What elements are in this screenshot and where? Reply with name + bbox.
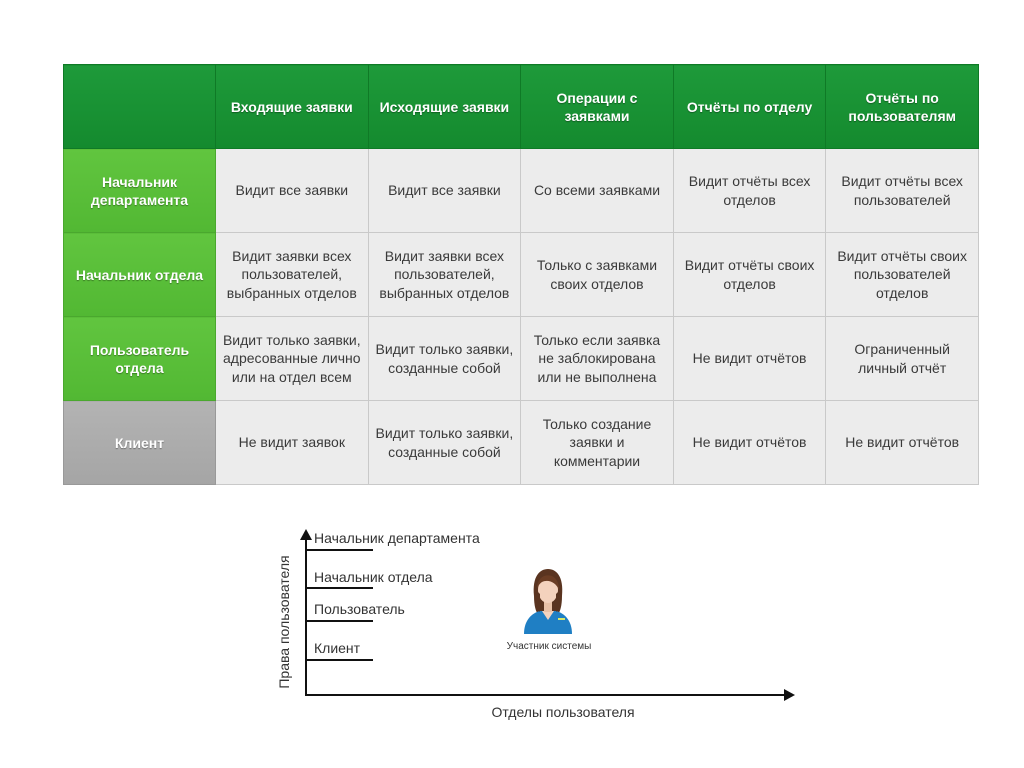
table-row: [64, 233, 979, 317]
y-axis: [305, 538, 307, 696]
level-label-dept-manager: Начальник отдела: [314, 569, 433, 585]
row-header-client: Клиент: [64, 401, 216, 485]
level-label-client: Клиент: [314, 640, 361, 656]
avatar-caption: Участник системы: [506, 641, 592, 652]
row-header-department-head: Начальник департамента: [64, 149, 216, 233]
table-cell: Ограниченный личный отчёт: [826, 317, 979, 401]
row-header-dept-manager: Начальник отдела: [64, 233, 216, 317]
column-header-incoming: Входящие заявки: [216, 65, 369, 149]
x-axis-label: Отделы пользователя: [491, 704, 635, 720]
level-line-dept-manager: [307, 587, 373, 589]
table-cell: Видит только заявки, адресованные лично или на отдел всем: [216, 317, 369, 401]
level-line-department-head: [307, 549, 373, 551]
table-cell: Видит все заявки: [216, 149, 369, 233]
table-cell: Видит все заявки: [368, 149, 521, 233]
row-header-dept-user: Пользователь отдела: [64, 317, 216, 401]
table-cell: Только если заявка не заблокирована или не выполнена: [521, 317, 674, 401]
table-cell: Видит заявки всех пользователей, выбранных отделов: [368, 233, 521, 317]
table-cell: Видит только заявки, созданные собой: [368, 317, 521, 401]
x-axis-arrow-icon: [784, 689, 795, 701]
x-axis: [305, 694, 786, 696]
table-row: [64, 401, 979, 485]
table-cell: Со всеми заявками: [521, 149, 674, 233]
level-line-client: [307, 659, 373, 661]
y-axis-label: Права пользователя: [276, 555, 292, 689]
table-cell: Не видит отчётов: [673, 317, 826, 401]
table-header-row: [64, 65, 979, 149]
table-cell: Не видит заявок: [216, 401, 369, 485]
column-header-dept-reports: Отчёты по отделу: [673, 65, 826, 149]
table-cell: Не видит отчётов: [826, 401, 979, 485]
table-row: [64, 317, 979, 401]
table-row: [64, 149, 979, 233]
level-label-user: Пользователь: [314, 601, 405, 617]
column-header-outgoing: Исходящие заявки: [368, 65, 521, 149]
table-cell: Только с заявками своих отделов: [521, 233, 674, 317]
level-label-department-head: Начальник департамента: [314, 530, 480, 546]
table-cell: Видит заявки всех пользователей, выбранных отделов: [216, 233, 369, 317]
table-cell: Только создание заявки и комментарии: [521, 401, 674, 485]
column-header-operations: Операции с заявками: [521, 65, 674, 149]
table-cell: Видит отчёты своих отделов: [673, 233, 826, 317]
table-cell: Видит отчёты своих пользователей отделов: [826, 233, 979, 317]
table-cell: Видит отчёты всех пользователей: [826, 149, 979, 233]
table-cell: Видит отчёты всех отделов: [673, 149, 826, 233]
column-header-user-reports: Отчёты по пользователям: [826, 65, 979, 149]
table-cell: Видит только заявки, созданные собой: [368, 401, 521, 485]
permissions-table: [63, 64, 979, 485]
user-avatar-icon: [518, 566, 578, 634]
table-cell: Не видит отчётов: [673, 401, 826, 485]
table-corner-cell: [64, 65, 216, 149]
level-line-user: [307, 620, 373, 622]
